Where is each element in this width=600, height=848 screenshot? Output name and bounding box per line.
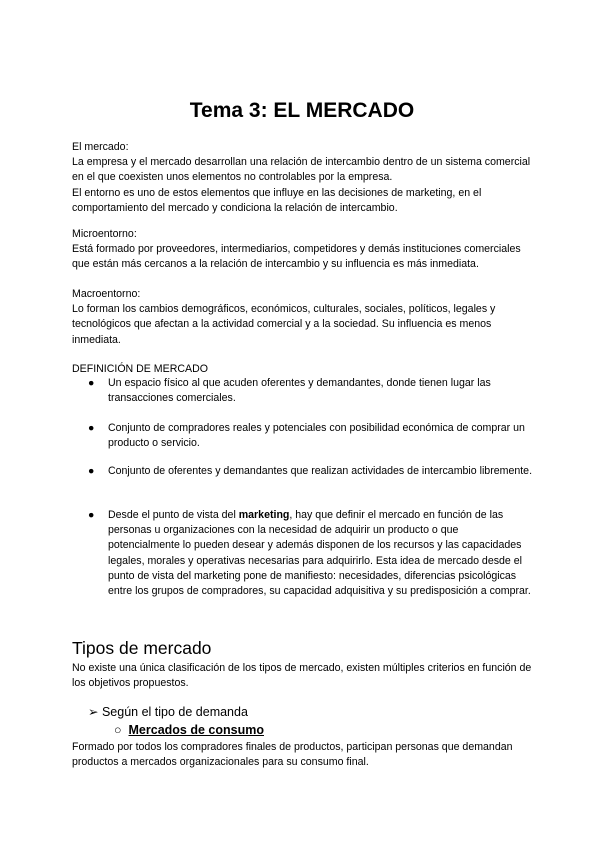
macroentorno-label: Macroentorno: bbox=[72, 288, 141, 300]
mercados-consumo-text: Formado por todos los compradores finales de productos, participan personas que demandan productos a mercados organizacionales para su consumo final. bbox=[72, 741, 513, 769]
circle-bullet-icon: ○ bbox=[114, 723, 122, 737]
arrow-bullet-icon: ➢ bbox=[88, 705, 99, 719]
definition-list bbox=[72, 376, 532, 406]
bullet-icon: ● bbox=[88, 509, 95, 521]
definition-item-text-before: Desde el punto de vista del bbox=[108, 509, 239, 521]
macroentorno-section bbox=[72, 287, 532, 348]
definition-item bbox=[72, 508, 532, 599]
definition-item bbox=[72, 376, 532, 406]
definition-item-text: Conjunto de oferentes y demandantes que realizan actividades de intercambio libremente. bbox=[108, 465, 533, 477]
page-title: Tema 3: EL MERCADO bbox=[189, 99, 415, 122]
definition-item bbox=[72, 464, 532, 479]
definition-item-text-after: , hay que definir el mercado en función de las personas u organizaciones con la necesidad de adquirir un producto o que potencialmente lo pueden desear y además disponen de los recursos y las capacidades legales, morales y operativas necesarias para adquirirlo. Esta idea de mercado desde el punto de vista del marketing pone de manifiesto: necesidades, diferencias psicológicas entre los grupos de compradores, su capacidad adquisitiva y su predisposición a comprar. bbox=[108, 509, 531, 598]
tipos-intro: No existe una única clasificación de los tipos de mercado, existen múltiples criterios en función de los objetivos propuestos. bbox=[72, 662, 532, 690]
definition-list bbox=[72, 508, 532, 599]
definition-heading: DEFINICIÓN DE MERCADO bbox=[72, 363, 208, 375]
definition-item bbox=[72, 421, 532, 451]
definition-list bbox=[72, 464, 532, 479]
level2-text: Mercados de consumo bbox=[128, 723, 264, 737]
section-heading-tipos: Tipos de mercado bbox=[72, 638, 212, 658]
intro-label: El mercado: bbox=[72, 141, 129, 153]
definition-item-bold: marketing bbox=[238, 509, 290, 521]
definition-item-text: Conjunto de compradores reales y potenciales con posibilidad económica de comprar un producto o servicio. bbox=[108, 422, 525, 450]
bullet-icon: ● bbox=[88, 422, 95, 434]
level2-heading bbox=[114, 722, 264, 738]
intro-paragraph-1: La empresa y el mercado desarrollan una relación de intercambio dentro de un sistema comercial en el que coexisten unos elementos no controlables por la empresa. bbox=[72, 156, 531, 184]
microentorno-section bbox=[72, 227, 532, 273]
bullet-icon: ● bbox=[88, 465, 95, 477]
microentorno-label: Microentorno: bbox=[72, 228, 137, 240]
level1-text: Según el tipo de demanda bbox=[101, 705, 248, 719]
bullet-icon: ● bbox=[88, 377, 95, 389]
intro-paragraph-2: El entorno es uno de estos elementos que influye en las decisiones de marketing, en el comportamiento del mercado y condiciona la relación de intercambio. bbox=[72, 186, 482, 214]
definition-list bbox=[72, 421, 532, 451]
intro-section bbox=[72, 140, 532, 216]
microentorno-text: Está formado por proveedores, intermediarios, competidores y demás instituciones comerciales que están más cercanos a la relación de intercambio y su influencia es más inmediata. bbox=[72, 243, 521, 271]
macroentorno-text: Lo forman los cambios demográficos, económicos, culturales, sociales, políticos, legales y tecnológicos que afectan a la actividad comercial y a la sociedad. Su influencia es menos inmediata. bbox=[72, 303, 496, 346]
definition-item-text: Un espacio físico al que acuden oferentes y demandantes, donde tienen lugar las transacciones comerciales. bbox=[108, 377, 491, 405]
level1-heading bbox=[88, 704, 248, 720]
